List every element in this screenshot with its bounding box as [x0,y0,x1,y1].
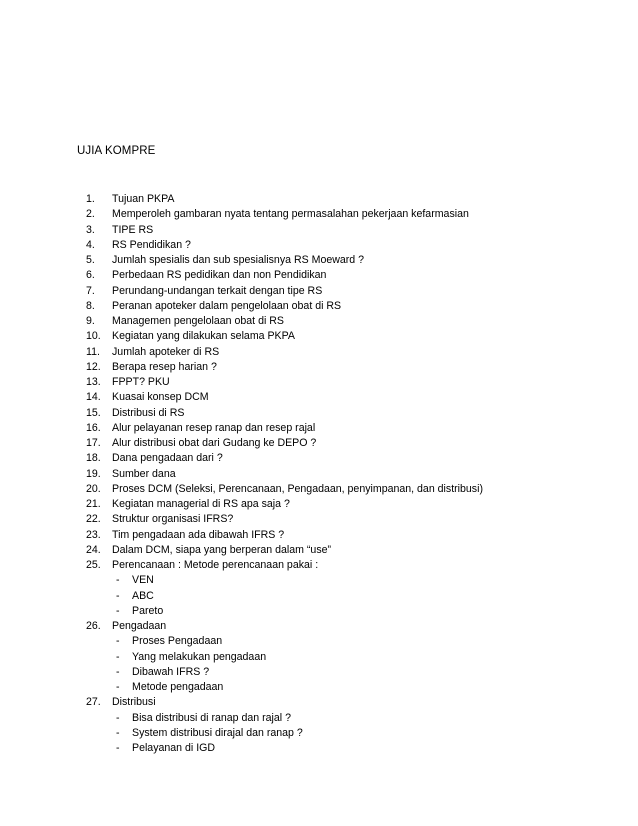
list-item-number: 21. [86,498,101,510]
list-item-text: Tim pengadaan ada dibawah IFRS ? [112,528,285,541]
list-item-number: 8. [86,299,95,312]
list-item-number: 6. [86,269,95,282]
list-item-number: 18. [86,452,101,465]
sub-list-item [0,589,638,604]
list-item [0,253,638,268]
list-item-number: 3. [86,223,95,236]
list-item-text: TIPE RS [112,223,154,236]
list-item-number: 7. [86,284,95,297]
list-item-text: Memperoleh gambaran nyata tentang permasalahan pekerjaan kefarmasian [112,208,469,221]
list-item [0,268,638,283]
sub-list-item [0,680,638,695]
bullet-dash: - [116,574,120,587]
list-item-number: 19. [86,467,101,480]
sub-list-item-text: Pelayanan di IGD [132,742,216,754]
list-item [0,207,638,222]
list-item-text: Distribusi di RS [112,406,185,419]
list-item-text: Proses DCM (Seleksi, Perencanaan, Pengadaan, penyimpanan, dan distribusi) [112,482,483,495]
list-item [0,238,638,253]
list-item-number: 12. [86,360,101,373]
list-item [0,543,638,558]
sub-list-item [0,711,638,726]
sub-list-item-text: Yang melakukan pengadaan [132,650,267,663]
sub-list-item-text: ABC [132,589,154,602]
sub-list-item [0,634,638,649]
list-item [0,314,638,329]
list-item-text: Pengadaan [112,620,167,632]
list-item-text: Dana pengadaan dari ? [112,452,223,465]
list-item-text: Perundang-undangan terkait dengan tipe RS [112,284,323,297]
list-item-number: 10. [86,330,101,343]
list-item-number: 11. [86,345,100,358]
list-item-number: 1. [86,193,95,205]
bullet-dash: - [116,665,120,678]
list-item [0,512,638,527]
list-item-text: Jumlah spesialis dan sub spesialisnya RS Moeward ? [112,254,365,266]
list-item-number: 5. [86,254,95,266]
list-item-text: Peranan apoteker dalam pengelolaan obat di RS [112,299,342,312]
list-item-text: Managemen pengelolaan obat di RS [112,315,284,327]
bullet-dash: - [116,604,120,617]
list-item [0,299,638,314]
list-item-text: Struktur organisasi IFRS? [112,513,234,526]
list-item-text: Perbedaan RS pedidikan dan non Pendidikan [112,269,327,282]
list-item-number: 22. [86,513,101,526]
list-item-text: Perencanaan : Metode perencanaan pakai : [112,559,319,571]
list-item-number: 27. [86,696,101,709]
list-item-text: Tujuan PKPA [112,193,175,205]
list-item-number: 23. [86,528,101,541]
bullet-dash: - [116,650,120,663]
list-item-number: 13. [86,376,101,388]
list-item [0,528,638,543]
list-item [0,497,638,512]
list-item-number: 15. [86,406,101,419]
list-item-text: FPPT? PKU [112,376,170,388]
list-item-number: 16. [86,421,101,434]
sub-list-item-text: Proses Pengadaan [132,635,223,648]
list-item-text: Alur distribusi obat dari Gudang ke DEPO ? [112,437,317,449]
bullet-dash: - [116,589,120,602]
list-item-text: Sumber dana [112,467,176,480]
sub-list-item-text: System distribusi dirajal dan ranap ? [132,726,303,739]
list-item-number: 17. [86,437,101,449]
bullet-dash: - [116,726,120,739]
sub-list-item [0,741,638,756]
list-item-text: Berapa resep harian ? [112,360,217,373]
question-list [0,192,638,756]
list-item [0,421,638,436]
list-item-text: Alur pelayanan resep ranap dan resep rajal [112,421,316,434]
bullet-dash: - [116,742,120,754]
sub-list-item [0,665,638,680]
page-title: UJIA KOMPRE [77,145,156,157]
sub-list-item [0,604,638,619]
list-item-number: 25. [86,559,101,571]
list-item-number: 9. [86,315,95,327]
sub-list-item-text: Pareto [132,604,164,617]
list-item-text: Kuasai konsep DCM [112,391,209,404]
list-item [0,467,638,482]
list-item-text: RS Pendidikan ? [112,238,191,251]
list-item [0,390,638,405]
list-item-number: 4. [86,238,95,251]
list-item [0,375,638,390]
bullet-dash: - [116,711,120,724]
list-item [0,360,638,375]
sub-list-item-text: Dibawah IFRS ? [132,665,210,678]
list-item [0,619,638,634]
list-item-number: 20. [86,482,101,495]
list-item-text: Distribusi [112,696,156,709]
list-item [0,558,638,573]
list-item-text: Dalam DCM, siapa yang berperan dalam “use” [112,543,332,556]
list-item [0,223,638,238]
sub-list-item [0,650,638,665]
sub-list-item [0,726,638,741]
list-item [0,192,638,207]
list-item-number: 14. [86,391,101,404]
sub-list-item [0,573,638,588]
list-item [0,451,638,466]
list-item [0,695,638,710]
list-item [0,284,638,299]
bullet-dash: - [116,635,120,648]
list-item [0,345,638,360]
sub-list-item-text: VEN [132,574,154,587]
list-item [0,482,638,497]
list-item-text: Kegiatan yang dilakukan selama PKPA [112,330,295,343]
list-item [0,329,638,344]
sub-list-item-text: Metode pengadaan [132,681,224,693]
list-item [0,406,638,421]
bullet-dash: - [116,681,120,693]
list-item-text: Jumlah apoteker di RS [112,345,220,358]
list-item [0,436,638,451]
list-item-number: 2. [86,208,95,221]
list-item-text: Kegiatan managerial di RS apa saja ? [112,498,290,510]
list-item-number: 26. [86,620,101,632]
sub-list-item-text: Bisa distribusi di ranap dan rajal ? [132,711,291,724]
list-item-number: 24. [86,543,101,556]
